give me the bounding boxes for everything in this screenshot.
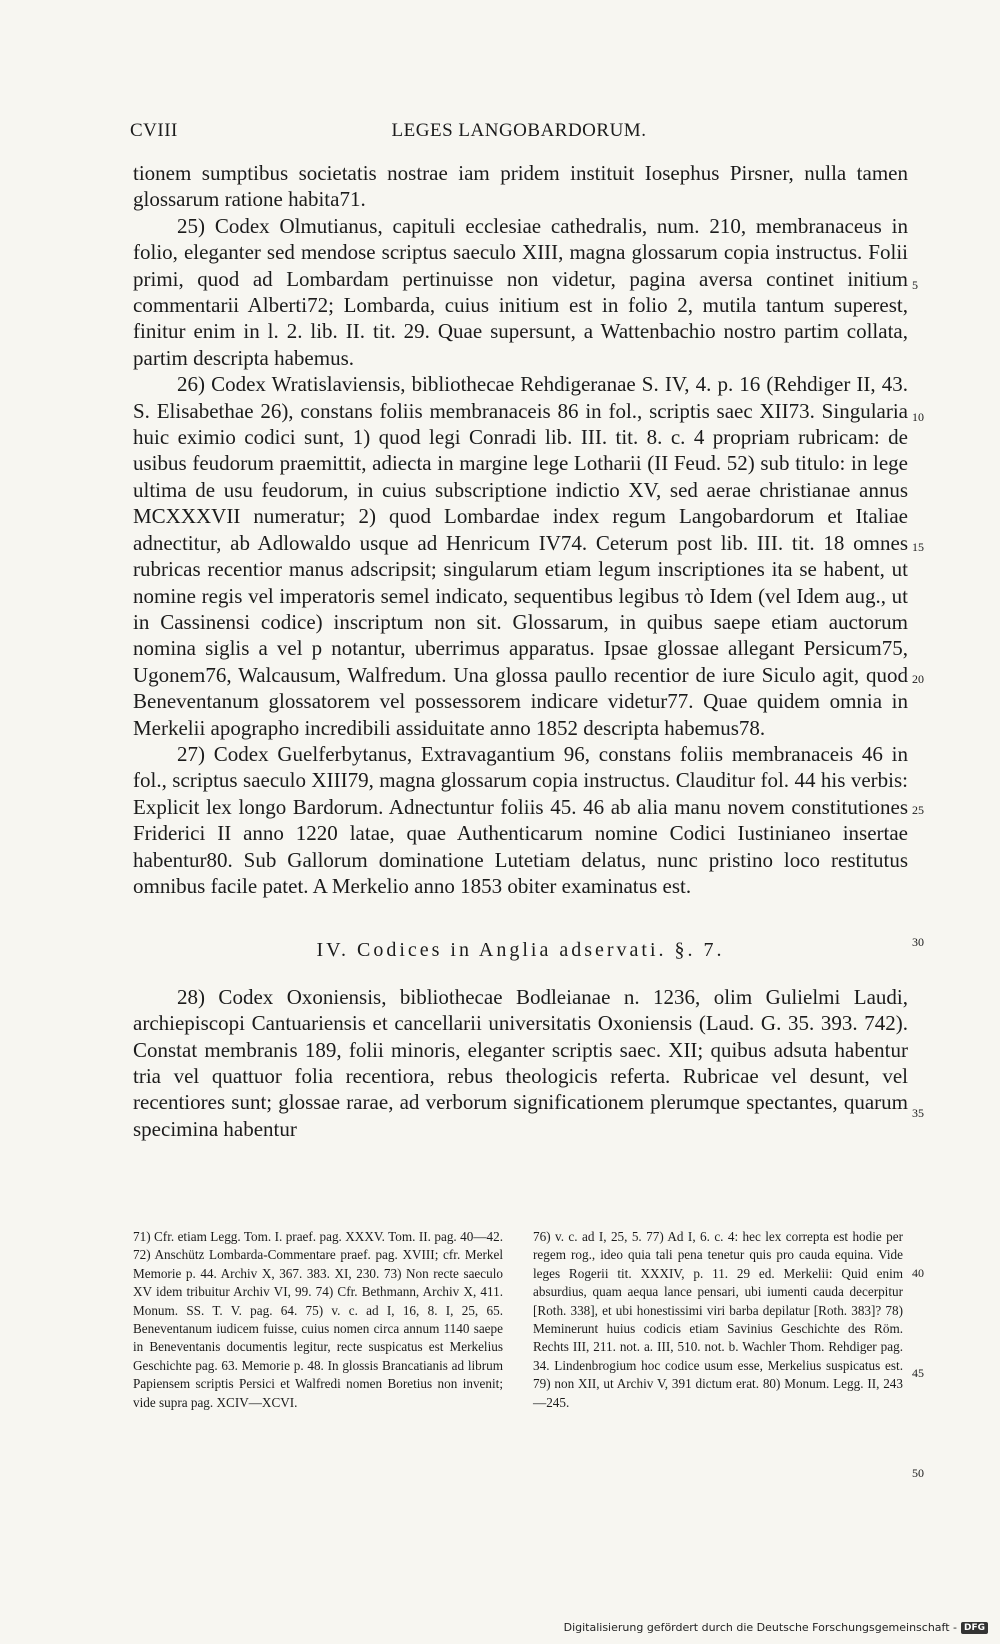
digitization-credit [564,1621,988,1634]
line-number: 20 [912,672,924,686]
line-number: 15 [912,540,924,554]
line-number: 10 [912,410,924,424]
footnotes [133,1228,908,1488]
footnotes-left-column: 71) Cfr. etiam Legg. Tom. I. praef. pag. XXXV. Tom. II. pag. 40—42. 72) Anschütz Lombarda-Commentare praef. pag. XVIII; cfr. Merkel Memorie p. 44. Archiv X, 367. 383. XI, 230. 73) Non recte saeculo XV idem tribuitur Archiv VI, 99. 74) Cfr. Bethmann, Archiv X, 411. Monum. SS. T. V. pag. 64. 75) v. c. ad I, 16, 8. I, 25, 65. Beneventanum iudicem fuisse, cuius nomen circa annum 1140 saepe in Beneventanis documentis legitur, recte suspicatus est Merkelius Geschichte pag. 63. Memorie p. 48. In glossis Brancatianis ad librum Papiensem scriptis Persici et Walfredi nomen Boretius non invenit; vide supra pag. XCIV—XCVI. [133,1229,503,1410]
line-number: 25 [912,803,924,817]
main-text [133,160,908,1142]
paragraph-codex-28: 28) Codex Oxoniensis, bibliothecae Bodleianae n. 1236, olim Gulielmi Laudi, archiepiscopi Cantuariensis et cancellarii universitatis Oxoniensis (Laud. G. 35. 393. 742). Constat membranis 189, folii minoris, eleganter scriptis saec. XII; quibus adsuta habentur tria vel quattuor folia recentiora, rebus theologicis referta. Rubricae vel desunt, vel recentiores sunt; glossae rarae, ad verborum significationem plerumque spectantes, quarum specimina habentur [133,984,908,1141]
paragraph-codex-27: 27) Codex Guelferbytanus, Extravagantium 96, constans foliis membranaceis 46 in fol., scriptus saeculo XIII79, magna glossarum copia instructus. Clauditur fol. 44 his verbis: Explicit lex longo Bardorum. Adnectuntur foliis 45. 46 ab alia manu novem constitutiones Friderici II anno 1220 latae, quae Authenticarum nomine Codici Iustinianeo insertae habentur80. Sub Gallorum dominatione Lutetiam delatus, nunc pristino loco restitutus omnibus facile patet. A Merkelio anno 1853 obiter examinatus est. [133,741,908,898]
paragraph-continuation: tionem sumptibus societatis nostrae iam pridem instituit Iosephus Pirsner, nulla tamen glossarum ratione habita71. [133,161,908,212]
folio-number: CVIII [130,120,178,141]
dfg-logo: DFG [961,1622,988,1634]
line-number: 50 [912,1466,924,1480]
footnotes-right-column: 76) v. c. ad I, 25, 5. 77) Ad I, 6. c. 4: hec lex correpta est hodie per regem rog., ideo quia tali pena tenetur quis pro cauda equina. Vide leges Rogerii tit. XXXIV, p. 11. 29 ed. Merkelii: Quid enim absurdius, quam aequa lance pensari, ubi iumenti cauda decerpitur [Roth. 338], et ubi honestissimi viri barba depilatur [Roth. 383]? 78) Meminerunt huius codicis etiam Savinius Geschichte des Röm. Rechts III, 211. not. a. III, 510. not. b. Wachler Thom. Rehdiger pag. 34. Lindenbrogium hoc codice usum esse, Merkelius suspicatus est. 79) non XII, ut Archiv V, 391 dictum erat. 80) Monum. Legg. II, 243—245. [533,1229,903,1410]
paragraph-codex-25: 25) Codex Olmutianus, capituli ecclesiae cathedralis, num. 210, membranaceus in folio, eleganter sed mendose scriptus saeculo XIII, magna glossarum copia instructus. Folii primi, quod ad Lombardam pertinuisse non videtur, pagina aversa continet initium commentarii Alberti72; Lombarda, cuius initium est in folio 2, mutila tantum superest, finitur enim in l. 2. lib. II. tit. 29. Quae supersunt, a Wattenbachio nostro partim collata, partim descripta habemus. [133,213,908,370]
paragraph-codex-26: 26) Codex Wratislaviensis, bibliothecae Rehdigeranae S. IV, 4. p. 16 (Rehdiger II, 43. S. Elisabethae 26), constans foliis membranaceis 86 in fol., scriptis saec XII73. Singularia huic eximio codici sunt, 1) quod legi Conradi lib. III. tit. 8. c. 4 propriam rubricam: de usibus feudorum praemittit, adiecta in margine lege Lotharii (II Feud. 52) sub titulo: in lege ultima de usu feudorum, in cuius subscriptione indictio XV, sed aerae christianae annus MCXXXVII numeratur; 2) quod Lombardae index regum Langobardorum et Italiae adnectitur, ab Adlowaldo usque ad Henricum IV74. Ceterum post lib. III. tit. 18 omnes rubricas recentior manus adscripsit; singularum etiam legum inscriptiones ita se habent, ut nomine regis vel imperatoris semel indicato, sequentibus legibus τὸ Idem (vel Idem aug., ut in Cassinensi codice) inscriptum non sit. Glossarum, in quibus saepe etiam auctorum nomina siglis a vel p notantur, uberrimus apparatus. Ipsae glossae allegant Persicum75, Ugonem76, Walcausum, Walfredum. Una glossa paullo recentior de iure Siculo agit, quod Beneventanum glossatorem vel possessorem indicare videtur77. Quae quidem omnia in Merkelii apographo incredibili assiduitate anno 1852 descripta habemus78. [133,372,908,740]
line-number: 30 [912,935,924,949]
line-number: 35 [912,1106,924,1120]
line-number: 40 [912,1266,924,1280]
line-number: 5 [912,278,918,292]
section-heading: IV. Codices in Anglia adservati. §. 7. [316,939,725,962]
line-number: 45 [912,1366,924,1380]
credit-text: Digitalisierung gefördert durch die Deutsche Forschungsgemeinschaft - [563,1621,957,1634]
running-title: LEGES LANGOBARDORUM. [391,120,647,141]
